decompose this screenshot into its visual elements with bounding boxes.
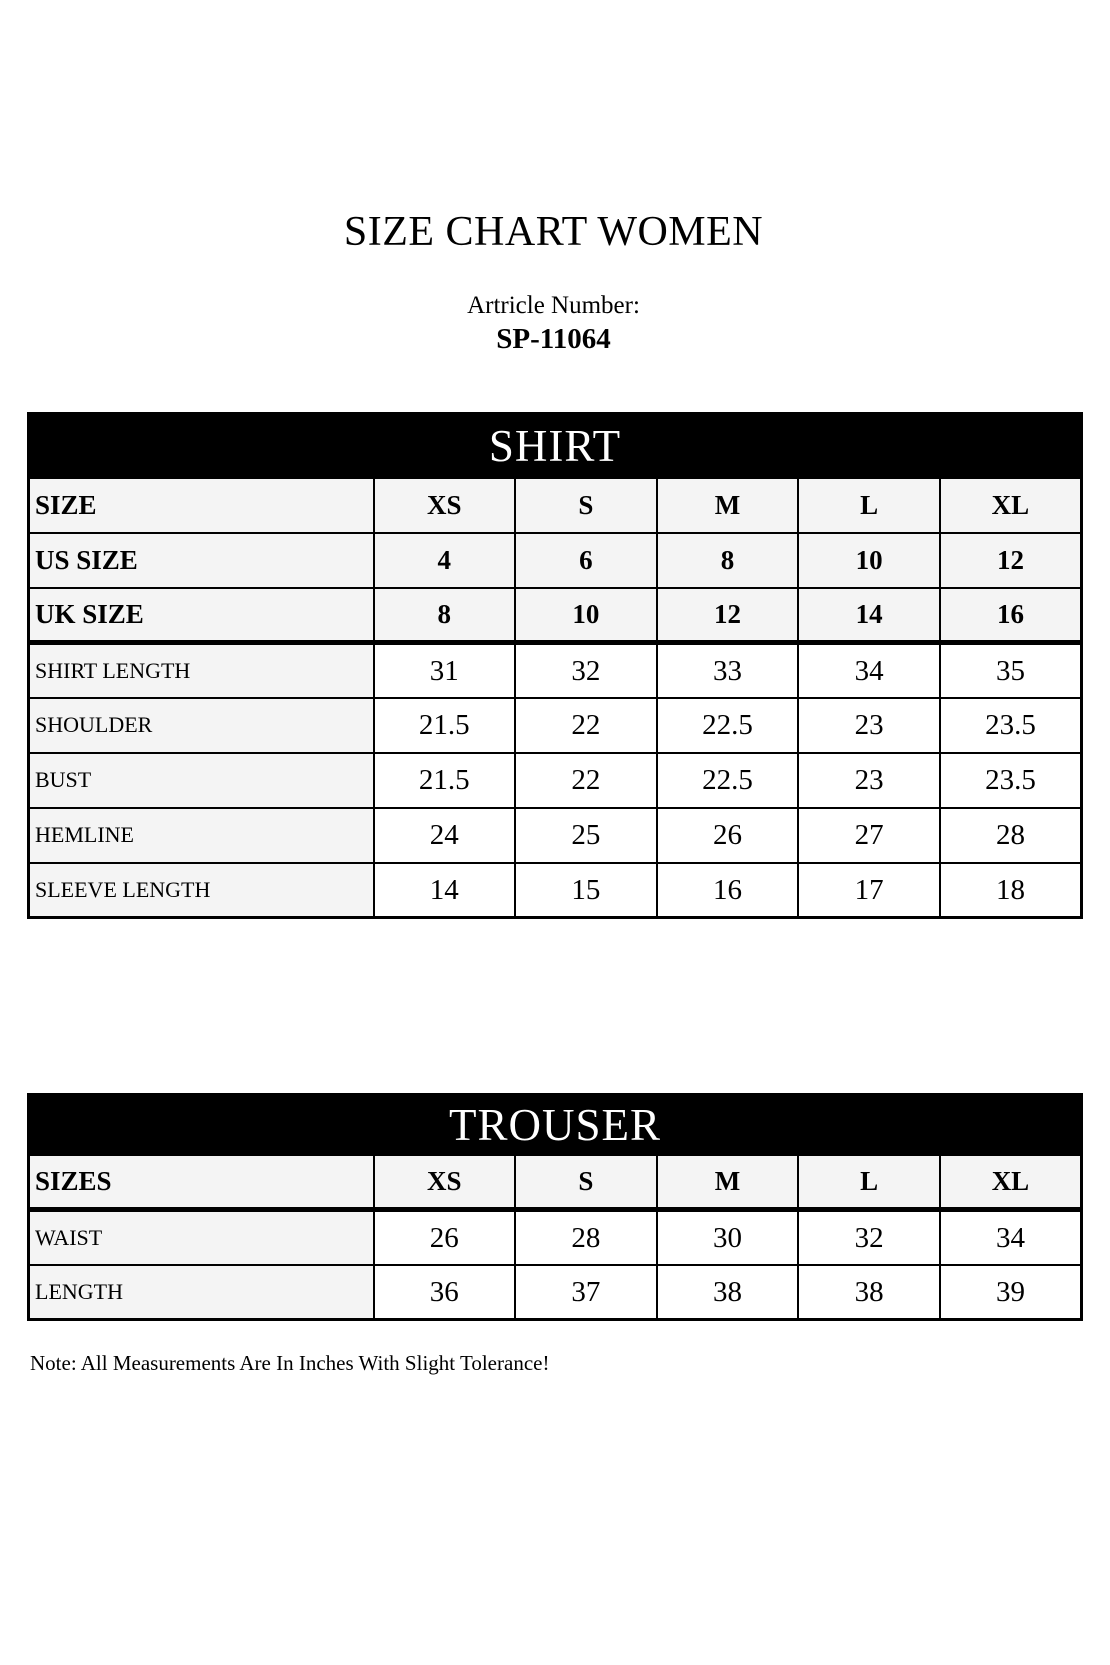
trouser-table-header-row	[29, 1095, 1082, 1155]
table-row	[29, 753, 1082, 808]
article-number-label: Artricle Number:	[467, 292, 640, 320]
size-value-cell: 12	[657, 588, 799, 643]
size-value-cell: 16	[940, 588, 1082, 643]
size-chart-document	[27, 0, 1080, 1376]
measurement-value-cell: 33	[657, 643, 799, 698]
table-row	[29, 1265, 1082, 1320]
trouser-size-table	[27, 1093, 1083, 1321]
size-value-cell: L	[798, 1155, 940, 1210]
measurement-value-cell: 38	[798, 1265, 940, 1320]
measurements-note: Note: All Measurements Are In Inches With Slight Tolerance!	[30, 1351, 550, 1376]
table-row	[29, 588, 1082, 643]
size-value-cell: 6	[515, 533, 657, 588]
table-row	[29, 1155, 1082, 1210]
measurement-value-cell: 37	[515, 1265, 657, 1320]
measurement-value-cell: 31	[374, 643, 516, 698]
size-value-cell: S	[515, 1155, 657, 1210]
measurement-value-cell: 34	[798, 643, 940, 698]
table-row	[29, 1210, 1082, 1265]
measurement-value-cell: 22	[515, 698, 657, 753]
size-value-cell: XS	[374, 1155, 516, 1210]
row-label-cell: US SIZE	[29, 533, 374, 588]
size-value-cell: 14	[798, 588, 940, 643]
table-row	[29, 863, 1082, 918]
row-label-cell: LENGTH	[29, 1265, 374, 1320]
measurement-value-cell: 28	[940, 808, 1082, 863]
measurement-value-cell: 24	[374, 808, 516, 863]
measurement-value-cell: 21.5	[374, 753, 516, 808]
measurement-value-cell: 23.5	[940, 753, 1082, 808]
size-value-cell: S	[515, 478, 657, 533]
row-label-cell: SHOULDER	[29, 698, 374, 753]
size-value-cell: 12	[940, 533, 1082, 588]
measurement-value-cell: 22.5	[657, 753, 799, 808]
article-number-value: SP-11064	[496, 323, 611, 356]
table-row	[29, 808, 1082, 863]
measurement-value-cell: 23.5	[940, 698, 1082, 753]
size-value-cell: 8	[374, 588, 516, 643]
measurement-value-cell: 35	[940, 643, 1082, 698]
row-label-cell: SIZE	[29, 478, 374, 533]
shirt-size-table	[27, 412, 1083, 919]
size-value-cell: L	[798, 478, 940, 533]
measurement-value-cell: 34	[940, 1210, 1082, 1265]
size-value-cell: XL	[940, 1155, 1082, 1210]
trouser-table-title: TROUSER	[29, 1095, 1082, 1155]
shirt-table-title: SHIRT	[29, 414, 1082, 478]
row-label-cell: SLEEVE LENGTH	[29, 863, 374, 918]
row-label-cell: HEMLINE	[29, 808, 374, 863]
row-label-cell: UK SIZE	[29, 588, 374, 643]
table-row	[29, 533, 1082, 588]
shirt-table-header-row	[29, 414, 1082, 478]
size-value-cell: 10	[515, 588, 657, 643]
measurement-value-cell: 38	[657, 1265, 799, 1320]
table-row	[29, 698, 1082, 753]
size-value-cell: XL	[940, 478, 1082, 533]
measurement-value-cell: 26	[374, 1210, 516, 1265]
measurement-value-cell: 23	[798, 698, 940, 753]
table-row	[29, 478, 1082, 533]
measurement-value-cell: 14	[374, 863, 516, 918]
size-value-cell: M	[657, 1155, 799, 1210]
measurement-value-cell: 17	[798, 863, 940, 918]
measurement-value-cell: 22	[515, 753, 657, 808]
size-value-cell: XS	[374, 478, 516, 533]
size-value-cell: 10	[798, 533, 940, 588]
size-value-cell: 8	[657, 533, 799, 588]
measurement-value-cell: 32	[515, 643, 657, 698]
measurement-value-cell: 32	[798, 1210, 940, 1265]
size-value-cell: M	[657, 478, 799, 533]
size-value-cell: 4	[374, 533, 516, 588]
measurement-value-cell: 21.5	[374, 698, 516, 753]
table-row	[29, 643, 1082, 698]
row-label-cell: SIZES	[29, 1155, 374, 1210]
measurement-value-cell: 16	[657, 863, 799, 918]
measurement-value-cell: 28	[515, 1210, 657, 1265]
page-title: SIZE CHART WOMEN	[343, 209, 764, 255]
measurement-value-cell: 22.5	[657, 698, 799, 753]
measurement-value-cell: 39	[940, 1265, 1082, 1320]
measurement-value-cell: 27	[798, 808, 940, 863]
measurement-value-cell: 23	[798, 753, 940, 808]
measurement-value-cell: 18	[940, 863, 1082, 918]
row-label-cell: WAIST	[29, 1210, 374, 1265]
measurement-value-cell: 36	[374, 1265, 516, 1320]
measurement-value-cell: 30	[657, 1210, 799, 1265]
measurement-value-cell: 15	[515, 863, 657, 918]
measurement-value-cell: 26	[657, 808, 799, 863]
row-label-cell: SHIRT LENGTH	[29, 643, 374, 698]
row-label-cell: BUST	[29, 753, 374, 808]
measurement-value-cell: 25	[515, 808, 657, 863]
